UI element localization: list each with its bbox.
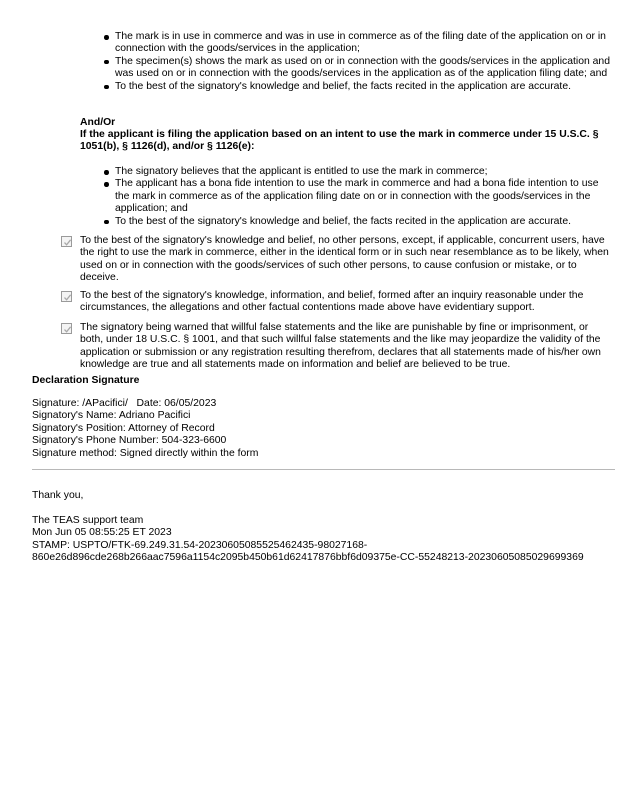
use-in-commerce-bullet-list bbox=[115, 31, 611, 93]
stamp-line: 860e26d896cde268b266aac7596a1154c2095b450b61d62417876bbf6d09375e-CC-55248213-20230605085029699369 bbox=[32, 552, 584, 564]
signatory-name: Signatory's Name: Adriano Pacifici bbox=[32, 410, 191, 422]
list-item: The signatory believes that the applicant is entitled to use the mark in commerce; bbox=[115, 166, 611, 178]
list-item: To the best of the signatory's knowledge and belief, the facts recited in the application are accurate. bbox=[115, 81, 611, 93]
team-name: The TEAS support team bbox=[32, 515, 144, 526]
signature-details bbox=[32, 398, 612, 460]
signature-line: Signature: /APacifici/ Date: 06/05/2023 bbox=[32, 398, 217, 409]
signatory-position: Signatory's Position: Attorney of Record bbox=[32, 422, 215, 434]
list-item: The mark is in use in commerce and was in use in commerce as of the filing date of the application on or in connection with the goods/services in the application; bbox=[115, 31, 611, 56]
divider bbox=[32, 469, 615, 470]
checkbox-checked-icon[interactable] bbox=[61, 236, 72, 247]
declaration-text: To the best of the signatory's knowledge, information, and belief, formed after an inquiry reasonable under the circumstances, the allegations and other factual contentions made above have evidentiary support. bbox=[80, 290, 584, 314]
declaration-signature-title: Declaration Signature bbox=[32, 375, 140, 386]
timestamp: Mon Jun 05 08:55:25 ET 2023 bbox=[32, 527, 172, 539]
support-team-footer bbox=[32, 515, 622, 565]
intent-to-use-heading: If the applicant is filing the application based on an intent to use the mark in commerce under 15 U.S.C. § 1051(b), § 1126(d), and/or § 1126(e): bbox=[80, 129, 599, 153]
checkbox-checked-icon[interactable] bbox=[61, 323, 72, 334]
declaration-text: To the best of the signatory's knowledge and belief, no other persons, except, if applicable, concurrent users, have the right to use the mark in commerce, either in the identical form or in such near resemblance as to be likely, when used on or in connection with the goods/services of such other persons, to cause confusion or mistake, or to deceive. bbox=[80, 235, 609, 284]
list-item: The specimen(s) shows the mark as used on or in connection with the goods/services in the application and was used on or in connection with the goods/services in the application as of the application filing date; and bbox=[115, 55, 610, 80]
thank-you-text: Thank you, bbox=[32, 490, 84, 501]
list-item: The applicant has a bona fide intention to use the mark in commerce and had a bona fide intention to use the mark in commerce as of the application filing date on or in connection with the goods/services in the application; and bbox=[115, 178, 611, 215]
andor-label: And/Or bbox=[80, 117, 116, 128]
checkbox-checked-icon[interactable] bbox=[61, 291, 72, 302]
list-item: To the best of the signatory's knowledge and belief, the facts recited in the application are accurate. bbox=[115, 216, 611, 228]
declaration-text: The signatory being warned that willful false statements and the like are punishable by fine or imprisonment, or both, under 18 U.S.C. § 1001, and that such willful false statements and the like may jeopardize the validity of the application or submission or any registration resulting therefrom, declares that all statements made of his/her own knowledge are true and all statements made on information and belief are believed to be true. bbox=[80, 322, 601, 371]
signatory-phone: Signatory's Phone Number: 504-323-6600 bbox=[32, 435, 227, 447]
intent-to-use-bullet-list bbox=[115, 166, 611, 228]
stamp-line: STAMP: USPTO/FTK-69.249.31.54-20230605085525462435-98027168- bbox=[32, 539, 368, 551]
signature-method: Signature method: Signed directly within the form bbox=[32, 447, 259, 459]
